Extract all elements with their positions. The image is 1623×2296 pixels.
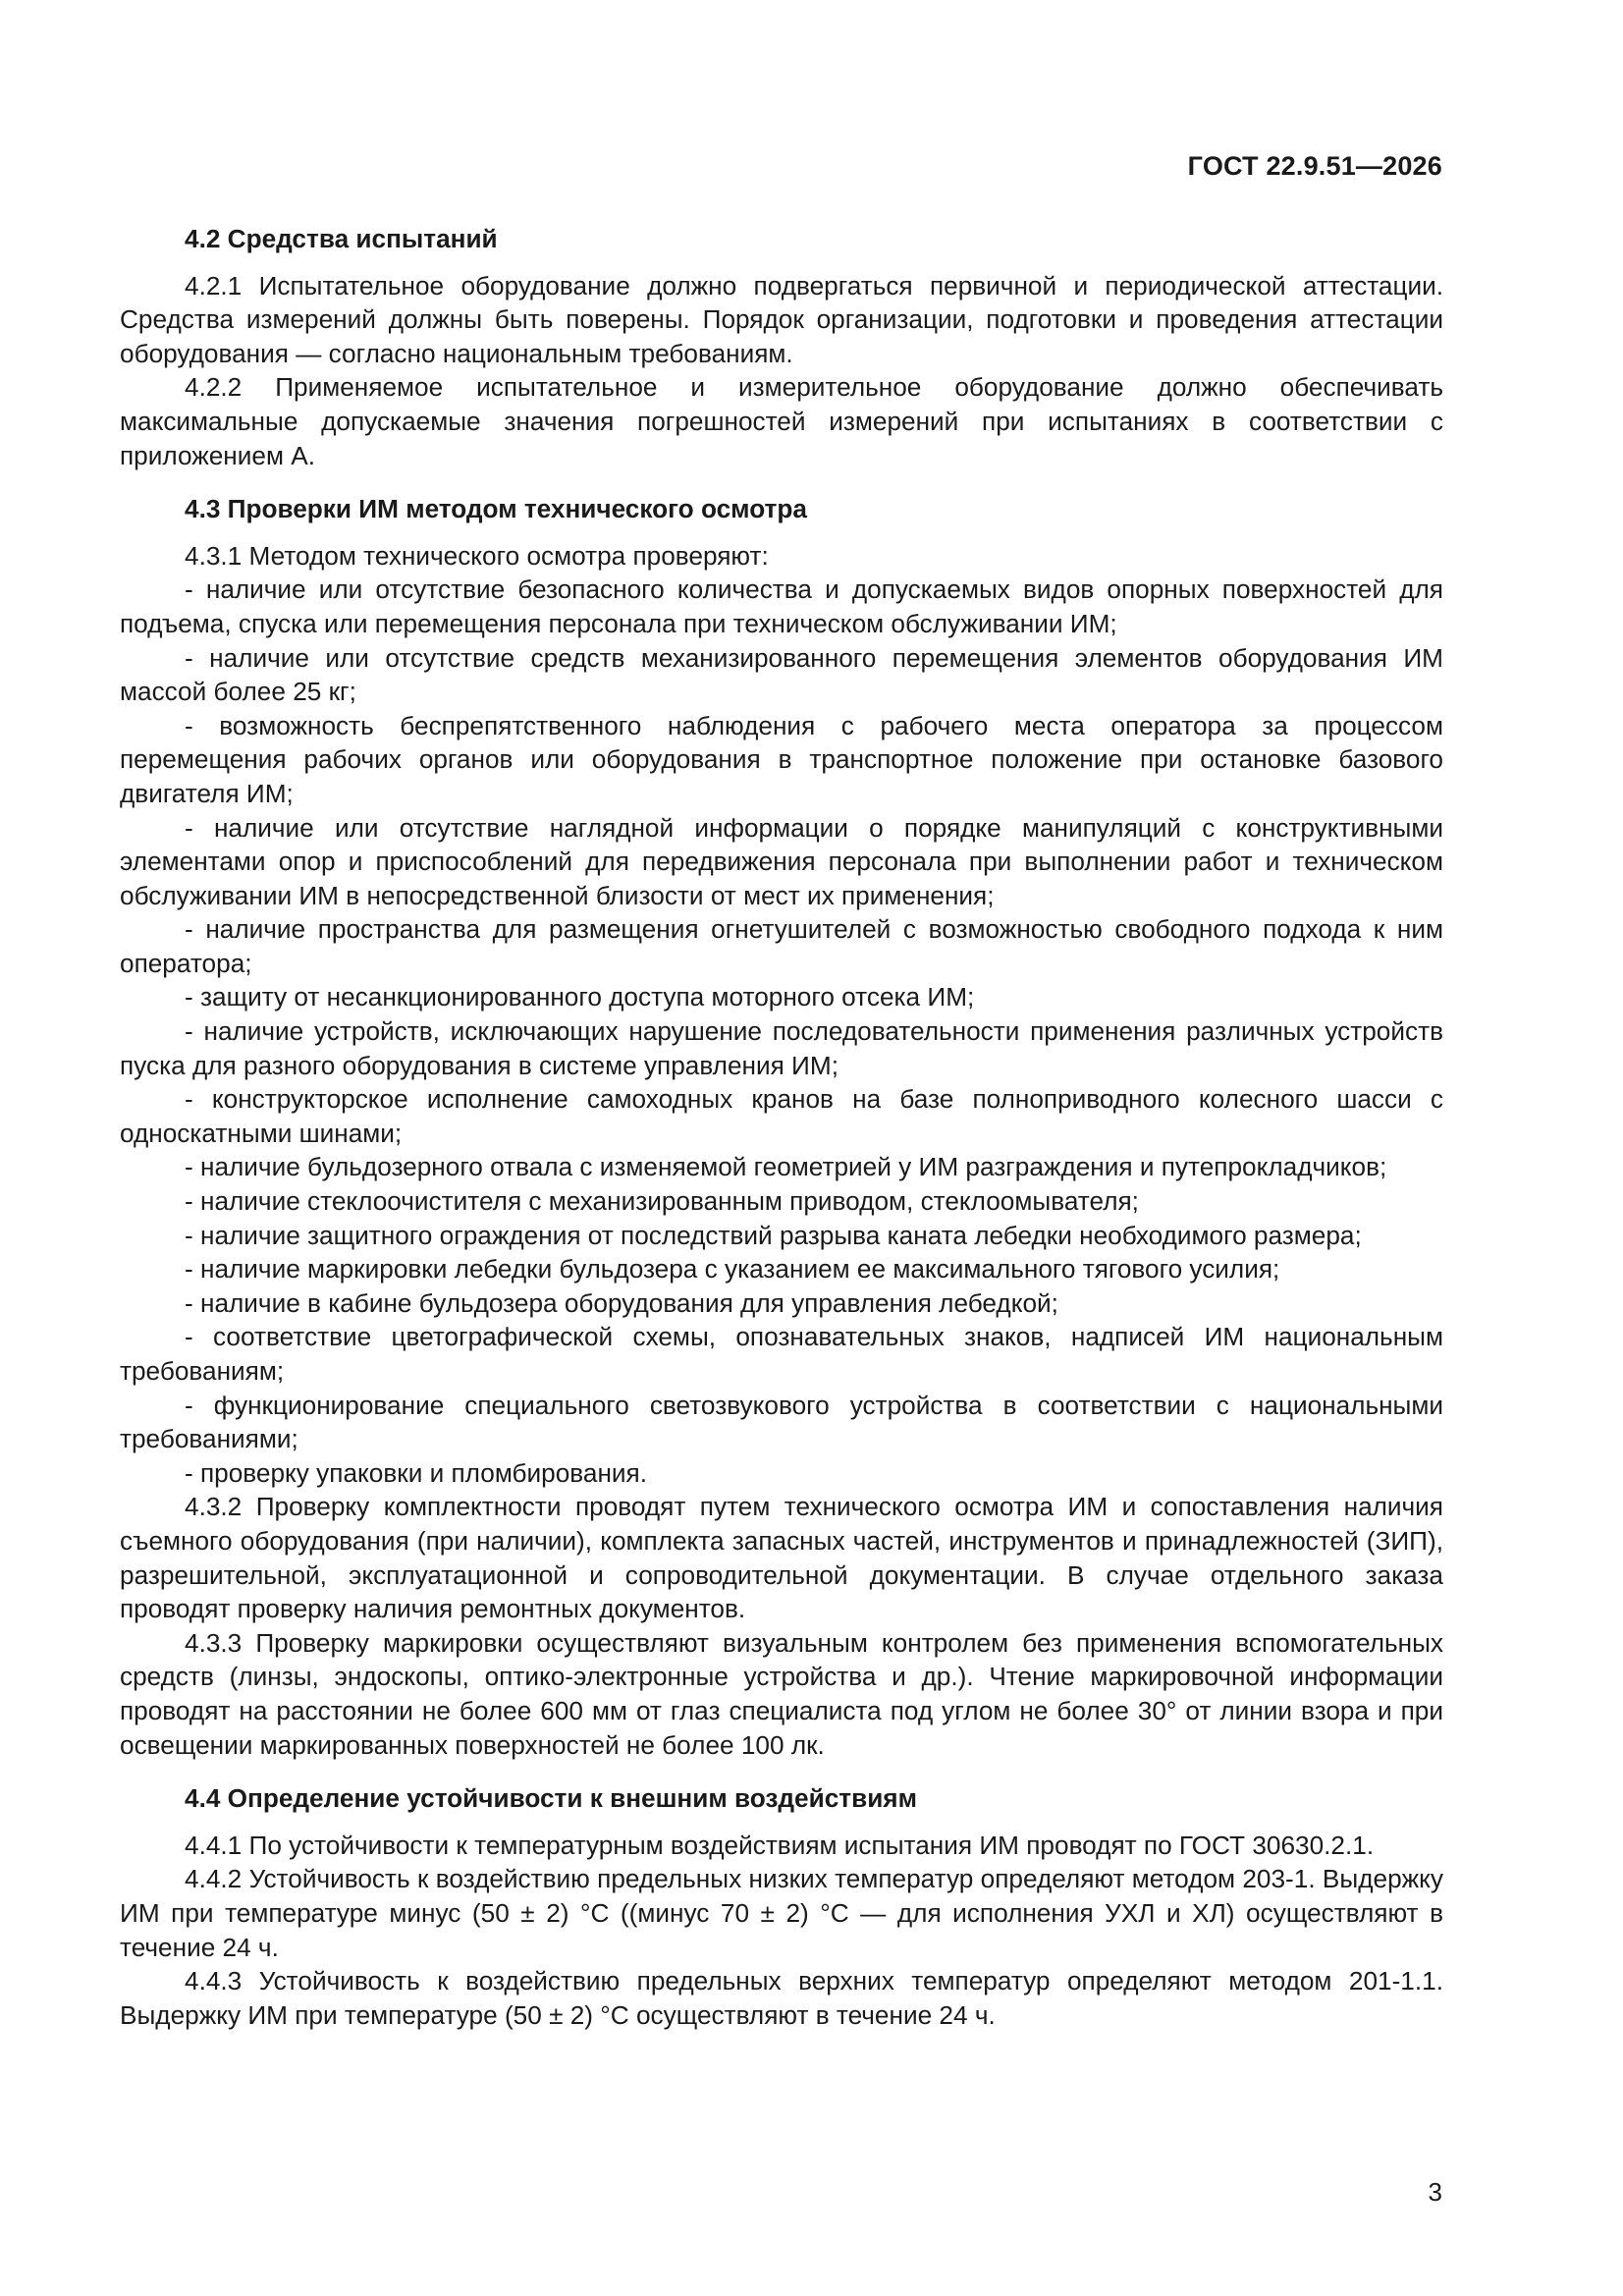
paragraph-4-2-2: 4.2.2 Применяемое испытательное и измерительное оборудование должно обеспечивать максимальные допускаемые значения погрешностей измерений при испытаниях в соответствии с приложением А. [120, 372, 1443, 470]
section-heading-4-4: 4.4 Определение устойчивости к внешним воздействиям [185, 1783, 917, 1814]
paragraph-4-3-3: 4.3.3 Проверку маркировки осуществляют визуальным контролем без применения вспомогательных средств (линзы, эндоскопы, оптико-электронные устройства и др.). Чтение маркировочной информации проводят на расстоянии не более 600 мм от глаз специалиста под углом не более 30° от линии взора и при освещении маркированных поверхностей не более 100 лк. [120, 1627, 1443, 1760]
paragraph-4-4-1: 4.4.1 По устойчивости к температурным воздействиям испытания ИМ проводят по ГОСТ 30630.2.1. [185, 1830, 1375, 1860]
list-item: - наличие или отсутствие безопасного количества и допускаемых видов опорных поверхностей для подъема, спуска или перемещения персонала при техническом обслуживании ИМ; [120, 574, 1443, 638]
list-item: - соответствие цветографической схемы, опознавательных знаков, надписей ИМ национальным требованиям; [120, 1322, 1443, 1386]
list-item: - наличие пространства для размещения огнетушителей с возможностью свободного подхода к ним оператора; [120, 914, 1443, 978]
paragraph-4-3-1: 4.3.1 Методом технического осмотра проверяют: [185, 540, 769, 571]
list-item: - наличие в кабине бульдозера оборудования для управления лебедкой; [185, 1287, 1058, 1318]
page-number: 3 [1428, 2177, 1442, 2207]
document-body [120, 222, 1443, 2032]
list-item: - проверку упаковки и пломбирования. [185, 1457, 648, 1488]
list-item: - функционирование специального светозвукового устройства в соответствии с национальными требованиями; [120, 1390, 1443, 1454]
list-item: - наличие стеклоочистителя с механизированным приводом, стеклоомывателя; [185, 1186, 1139, 1217]
list-item: - защиту от несанкционированного доступа моторного отсека ИМ; [185, 982, 975, 1012]
list-item: - возможность беспрепятственного наблюдения с рабочего места оператора за процессом перемещения рабочих органов или оборудования в транспортное положение при остановке базового двигателя ИМ; [120, 710, 1443, 808]
list-item: - наличие или отсутствие средств механизированного перемещения элементов оборудования ИМ массой более 25 кг; [120, 642, 1443, 707]
list-item: - наличие или отсутствие наглядной информации о порядке манипуляций с конструктивными элементами опор и приспособлений для передвижения персонала при выполнении работ и техническом обслуживании ИМ в непосредственной близости от мест их применения; [120, 812, 1443, 910]
list-item: - конструкторское исполнение самоходных кранов на базе полноприводного колесного шасси с односкатными шинами; [120, 1084, 1443, 1148]
paragraph-4-2-1: 4.2.1 Испытательное оборудование должно подвергаться первичной и периодической аттестации. Средства измерений должны быть поверены. Порядок организации, подготовки и проведения аттестации оборудования — согласно национальным требованиям. [120, 270, 1443, 368]
list-item: - наличие защитного ограждения от последствий разрыва каната лебедки необходимого размера; [185, 1220, 1362, 1250]
section-heading-4-3: 4.3 Проверки ИМ методом технического осмотра [185, 494, 807, 524]
list-item: - наличие бульдозерного отвала с изменяемой геометрией у ИМ разграждения и путепрокладчиков; [185, 1152, 1387, 1182]
document-code: ГОСТ 22.9.51—2026 [1187, 151, 1442, 181]
paragraph-4-4-2: 4.4.2 Устойчивость к воздействию предельных низких температур определяют методом 203-1. Выдержку ИМ при температуре минус (50 ± 2) °С ((минус 70 ± 2) °С — для исполнения УХЛ и ХЛ) осуществляют в течение 24 ч. [120, 1864, 1443, 1962]
list-item: - наличие устройств, исключающих нарушение последовательности применения различных устройств пуска для разного оборудования в системе управления ИМ; [120, 1016, 1443, 1080]
paragraph-4-4-3: 4.4.3 Устойчивость к воздействию предельных верхних температур определяют методом 201-1.1. Выдержку ИМ при температуре (50 ± 2) °С осуществляют в течение 24 ч. [120, 1966, 1443, 2030]
paragraph-4-3-2: 4.3.2 Проверку комплектности проводят путем технического осмотра ИМ и сопоставления наличия съемного оборудования (при наличии), комплекта запасных частей, инструментов и принадлежностей (ЗИП), разрешительной, эксплуатационной и сопроводительной документации. В случае отдельного заказа проводят проверку наличия ремонтных документов. [120, 1492, 1443, 1624]
list-item: - наличие маркировки лебедки бульдозера с указанием ее максимального тягового усилия; [185, 1254, 1280, 1285]
section-heading-4-2: 4.2 Средства испытаний [185, 224, 498, 253]
